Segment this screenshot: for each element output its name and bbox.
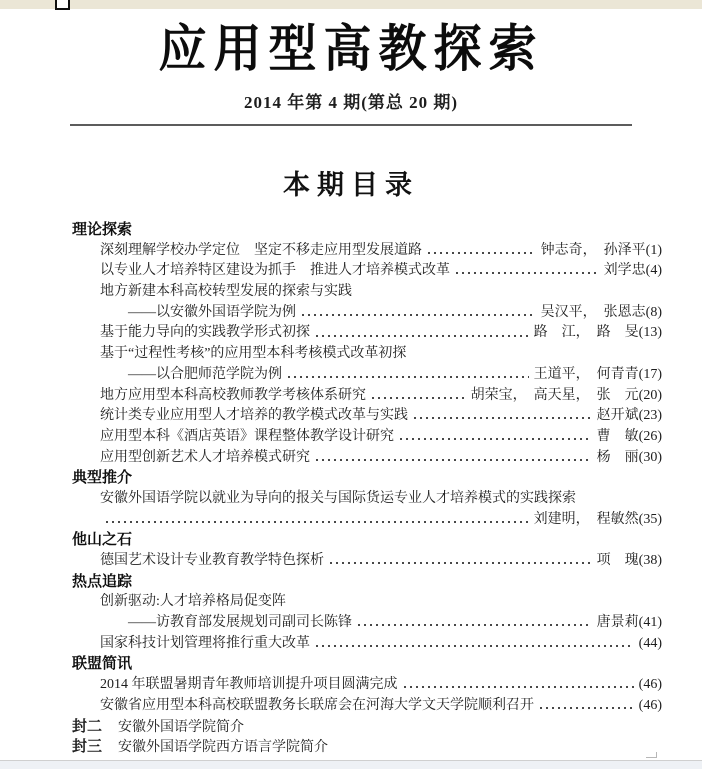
toc-section-heading: [72, 468, 662, 489]
toc-entry: [72, 386, 662, 407]
toc-entry: [72, 303, 662, 324]
entry-authors-page: 胡荣宝， 高天星， 张 元(20): [470, 387, 662, 403]
entry-title: 德国艺术设计专业教育教学特色探析: [100, 553, 324, 568]
section-label: 联盟简讯: [72, 655, 133, 673]
entry-authors-page: 刘建明， 程敏然(35): [533, 511, 662, 527]
scan-artifact: [646, 752, 657, 758]
dot-leader: [398, 427, 592, 448]
dot-leader: [426, 241, 536, 262]
toc-entry: [72, 365, 662, 386]
toc-entry: [72, 510, 662, 531]
entry-authors-page: (46): [638, 697, 662, 713]
entry-title: 应用型创新艺术人才培养模式研究: [100, 449, 310, 465]
dot-leader: [314, 448, 592, 469]
issue-info: 2014 年第 4 期(第总 20 期): [243, 93, 459, 112]
toc-entry: [72, 696, 662, 717]
dot-leader: [328, 551, 592, 572]
section-label: 热点追踪: [72, 572, 133, 590]
entry-title: 统计类专业应用型人才培养的教学模式改革与实践: [100, 408, 408, 424]
entry-authors-page: 吴汉平， 张恩志(8): [540, 304, 662, 320]
dot-leader: [454, 261, 599, 282]
entry-authors-page: 曹 敏(26): [596, 428, 662, 444]
dot-leader: [300, 303, 536, 324]
dot-leader: [314, 634, 634, 655]
toc-entry: [72, 448, 662, 469]
entry-authors-page: 王道平， 何青青(17): [533, 366, 662, 382]
toc-entry: [72, 592, 662, 613]
toc-heading: 本期目录: [283, 170, 419, 200]
entry-title: 基于能力导向的实践教学形式初探: [100, 325, 310, 341]
toc-entry: [72, 241, 662, 262]
cover-title: 安徽外国语学院西方语言学院简介: [118, 740, 329, 756]
toc-entry: [72, 406, 662, 427]
entry-title: 基于“过程性考核”的应用型本科考核模式改革初探: [100, 346, 407, 362]
entry-title: 安徽省应用型本科高校联盟教务长联席会在河海大学文天学院顺利召开: [100, 697, 534, 713]
entry-title: 国家科技计划管理将推行重大改革: [100, 635, 310, 651]
dot-leader: [104, 510, 529, 531]
cover-label: 封二: [72, 717, 103, 735]
toc-entry: [72, 675, 662, 696]
entry-authors-page: (46): [638, 677, 662, 693]
entry-title: 安徽外国语学院以就业为导向的报关与国际货运专业人才培养模式的实践探索: [100, 490, 576, 506]
section-label: 他山之石: [72, 531, 133, 549]
toc-entry: [72, 344, 662, 365]
entry-authors-page: 刘学忠(4): [603, 263, 662, 279]
dot-leader: [412, 406, 592, 427]
entry-title: 创新驱动:人才培养格局促变阵: [100, 594, 286, 610]
entry-authors-page: 项 瑰(38): [596, 553, 662, 568]
toc-entry: [72, 323, 662, 344]
dot-leader: [286, 365, 529, 386]
toc-entry: [72, 634, 662, 655]
entry-authors-page: (44): [638, 635, 662, 651]
entry-title: 应用型本科《酒店英语》课程整体教学设计研究: [100, 428, 394, 444]
entry-authors-page: 唐景莉(41): [596, 615, 662, 631]
toc-section-heading: [72, 654, 662, 675]
toc-section-heading: [72, 530, 662, 551]
toc-cover-row: [72, 737, 662, 758]
toc-list: [72, 220, 662, 758]
scan-edge-bottom: [0, 760, 702, 769]
header-divider: [70, 124, 632, 126]
entry-title: 地方新建本科高校转型发展的探索与实践: [100, 284, 352, 300]
dot-leader: [356, 613, 592, 634]
entry-title: ——以安徽外国语学院为例: [128, 304, 296, 320]
entry-authors-page: 赵开斌(23): [596, 408, 662, 424]
cover-label: 封三: [72, 738, 103, 756]
dot-leader: [402, 675, 634, 696]
dot-leader: [538, 696, 634, 717]
entry-authors-page: 钟志奇， 孙泽平(1): [540, 242, 662, 258]
entry-authors-page: 路 江， 路 旻(13): [533, 325, 662, 341]
dot-leader: [314, 323, 529, 344]
toc-entry: [72, 489, 662, 510]
dot-leader: [370, 386, 466, 407]
toc-entry: [72, 427, 662, 448]
entry-title: 2014 年联盟暑期青年教师培训提升项目圆满完成: [100, 677, 398, 693]
entry-title: ——访教育部发展规划司副司长陈锋: [128, 615, 352, 631]
entry-title: ——以合肥师范学院为例: [128, 366, 282, 382]
journal-title: 应用型高教探索: [158, 21, 544, 78]
toc-section-heading: [72, 572, 662, 593]
toc-entry: [72, 261, 662, 282]
entry-title: 深刻理解学校办学定位 坚定不移走应用型发展道路: [100, 242, 422, 258]
entry-title: 地方应用型本科高校教师教学考核体系研究: [100, 387, 366, 403]
cover-title: 安徽外国语学院简介: [118, 719, 245, 735]
entry-title: 以专业人才培养特区建设为抓手 推进人才培养模式改革: [100, 263, 450, 279]
section-label: 典型推介: [72, 469, 133, 487]
entry-authors-page: 杨 丽(30): [596, 449, 662, 465]
toc-entry: [72, 282, 662, 303]
toc-section-heading: [72, 220, 662, 241]
section-label: 理论探索: [72, 221, 133, 238]
toc-cover-row: [72, 717, 662, 738]
toc-entry: [72, 551, 662, 572]
toc-entry: [72, 613, 662, 634]
